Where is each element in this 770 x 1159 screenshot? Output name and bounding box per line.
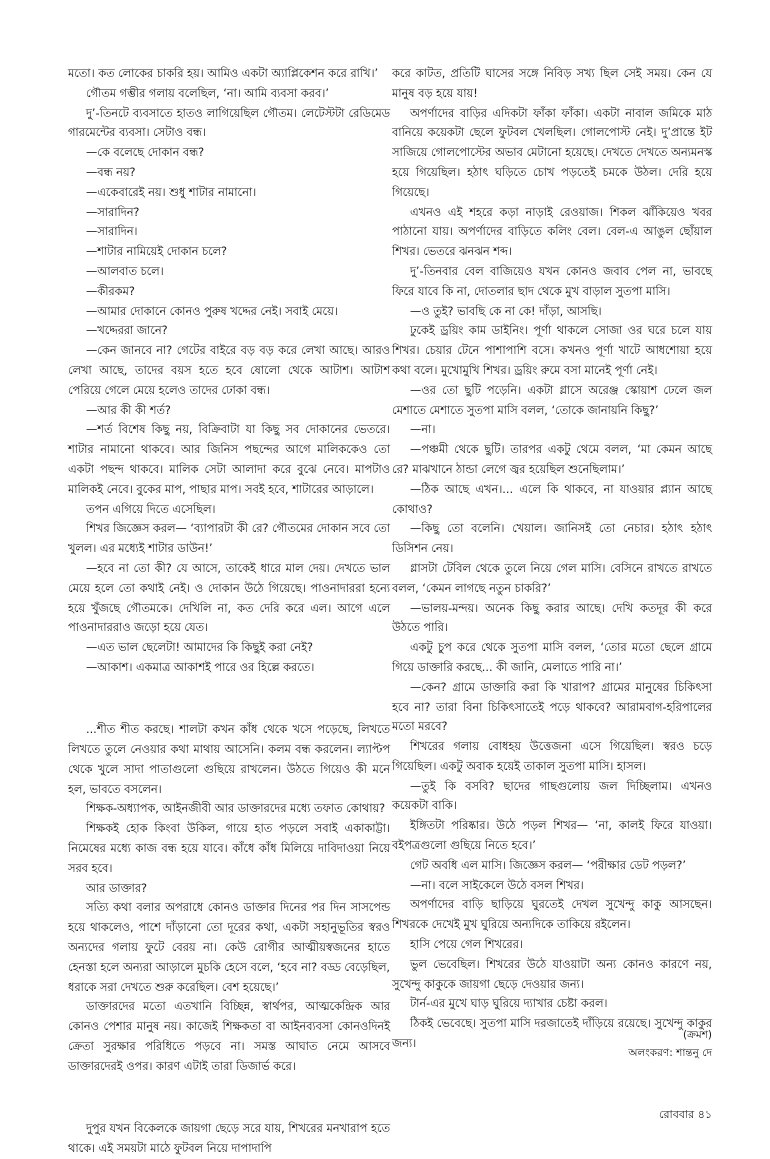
paragraph: গৌতম গম্ভীর গলায় বলেছিল, ‘না। আমি ব্যবসা করব।’	[86, 86, 329, 100]
credits-block	[560, 1026, 712, 1062]
paragraph: অপর্ণাদের বাড়ির এদিকটা ফাঁকা ফাঁকা। একটা নাবাল জমিকে মাঠ বানিয়ে কয়েকটা ছেলে ফুটবল খেলছিল। গোলপোস্ট নেই। দু’প্রান্তে ইট সাজিয়ে গোলপোস্টের অভাব মেটানো হয়েছে। দেখতে দেখতে অন্যমনস্ক হয়ে গিয়েছিল। হঠাৎ ঘড়িতে চোখ পড়তেই চমকে উঠল। দেরি হয়ে গিয়েছে।	[392, 106, 712, 199]
paragraph: করে কাটত, প্রতিটি ঘাসের সঙ্গে নিবিড় সখ্য ছিল সেই সময়। কেন যে মানুষ বড় হয়ে যায়!	[392, 67, 712, 100]
paragraph: শিখরের গলায় বোধহয় উত্তেজনা এসে গিয়েছিল। স্বরও চড়ে গিয়েছিল। একটু অবাক হয়েই তাকাল সুতপা মাসি। হাসল।	[392, 740, 712, 773]
paragraph: দুপুর যখন বিকেলকে জায়গা ছেড়ে সরে যায়, শিখরের মনখারাপ হতে থাকে। এই সময়টা মাঠে ফুটবল নিয়ে দাপাদাপি	[68, 1122, 390, 1156]
paragraph: দু’-তিনবার বেল বাজিয়েও যখন কোনও জবাব পেল না, ভাবছে ফিরে যাবে কি না, দোতলার ছাদ থেকে মুখ বাড়াল সুতপা মাসি।	[392, 264, 712, 298]
section-break	[68, 689, 390, 709]
paragraph: ঢুকেই ড্রয়িং কাম ডাইনিং। পূর্ণা থাকলে সোজা ওর ঘরে চলে যায় শিখর। চেয়ার টেনে পাশাপাশি বসে। কখনও পূর্ণা খাটে আধশোয়া হয়ে কথা বলে। মুখোমুখি শিখর। ড্রয়িং রুমে বসা মানেই পূর্ণা নেই।	[392, 324, 712, 377]
paragraph: —ওর তো ছুটি পড়েনি। একটা গ্লাসে অরেঞ্জ স্কোয়াশ ঢেলে জল মেশাতে মেশাতে সুতপা মাসি বলল, ‘তোকে জানায়নি কিছু?’	[392, 383, 712, 417]
paragraph: —কে বলেছে দোকান বন্ধ?	[86, 146, 205, 160]
page-folio: রোববার ৪১	[659, 1108, 712, 1121]
paragraph: —ভালয়-মন্দয়। অনেক কিছু করার আছে। দেখি কতদূর কী করে উঠতে পারি।	[392, 601, 712, 635]
paragraph: তপন এগিয়ে দিতে এসেছিল।	[86, 502, 216, 516]
continued-note: (ক্রমশ)	[682, 1029, 712, 1041]
paragraph: —ও তুই? ভাবছি কে না কে! দাঁড়া, আসছি।	[410, 304, 602, 318]
paragraph: —এত ভাল ছেলেটা! আমাদের কি কিছুই করা নেই?	[86, 641, 313, 655]
paragraph: শিক্ষকই হোক কিংবা উকিল, গায়ে হাত পড়লে সবাই একাকাট্টা। নিমেষের মধ্যে কাজ বন্ধ হয়ে যাবে। কাঁধে কাঁধ মিলিয়ে দাবিদাওয়া নিয়ে সরব হবে।	[68, 822, 390, 875]
paragraph: —খদ্দেররা জানে?	[86, 324, 168, 338]
paragraph: আর ডাক্তার?	[86, 881, 148, 895]
paragraph: দু’-তিনটে ব্যবসাতে হাতও লাগিয়েছিল গৌতম। লেটেস্টটা রেডিমেড গারমেন্টের ব্যবসা। সেটাও বন্ধ।	[68, 106, 390, 140]
left-column	[68, 64, 390, 1159]
paragraph: —শাটার নামিয়েই দোকান চলে?	[86, 245, 228, 259]
paragraph: —কিছু তো বলেনি। খেয়াল। জানিসই তো নেচার। হঠাৎ হঠাৎ ডিসিশন নেয়।	[392, 522, 712, 556]
paragraph: মতো। কত লোকের চাকরি হয়। আমিও একটা অ্যাপ্লিকেশন করে রাখি।’	[68, 67, 379, 80]
paragraph: —আর কী কী শর্ত?	[86, 403, 171, 417]
paragraph: —সারাদিন।	[86, 225, 138, 239]
paragraph: —শর্ত বিশেষ কিছু নয়, বিক্রিবাটা যা কিছু সব দোকানের ভেতরে। শাটার নামানো থাকবে। আর জিনিস পছন্দের আগে মালিককেও তো একটা পছন্দ থাকবে। মালিক সেটা আলাদা করে বুঝে নেবে। মাপটাও মালিকই নেবে। বুকের মাপ, পাছার মাপ। সবই হবে, শাটারের আড়ালে।	[68, 423, 390, 496]
paragraph: —কীরকম?	[86, 284, 135, 298]
paragraph: গেট অবধি এল মাসি। জিজ্ঞেস করল— ‘পরীক্ষার ডেট পড়ল?’	[410, 858, 686, 872]
paragraph: —সারাদিন?	[86, 205, 140, 219]
paragraph: —আলবাত চলে।	[86, 264, 164, 278]
paragraph: ভুল ভেবেছিল। শিখরের উঠে যাওয়াটা অন্য কোনও কারণে নয়, সুখেন্দু কাকুকে জায়গা ছেড়ে দেওয়ার জন্য।	[392, 957, 712, 991]
paragraph: টার্ন-এর মুখে ঘাড় ঘুরিয়ে দ্যাখার চেষ্টা করল।	[410, 997, 608, 1011]
paragraph: হাসি পেয়ে গেল শিখরের।	[410, 938, 523, 952]
paragraph: ডাক্তারদের মতো এতখানি বিচ্ছিন্ন, স্বার্থপর, আত্মকেন্দ্রিক আর কোনও পেশার মানুষ নয়। কাজেই শিক্ষকতা বা আইনব্যবসা কোনওদিনই ক্রেতা সুরক্ষার পরিধিতে পড়বে না। সমস্ত আঘাত নেমে আসবে ডাক্তারদেরই ওপর। কারণ এটাই তারা ডিজার্ভ করে।	[68, 1000, 390, 1073]
right-column	[392, 64, 712, 1054]
paragraph: —কেন? গ্রামে ডাক্তারি করা কি খারাপ? গ্রামের মানুষের চিকিৎসা হবে না? তারা বিনা চিকিৎসাতেই পড়ে থাকবে? আরামবাগ-হরিপালের মতো মরবে?	[392, 680, 712, 734]
paragraph: সত্যি কথা বলার অপরাধে কোনও ডাক্তার দিনের পর দিন সাসপেন্ড হয়ে থাকলেও, পাশে দাঁড়ানো তো দূরের কথা, একটা সহানুভূতির স্বরও অন্যদের গলায় ফুটে বেরয় না। কেউ রোগীর আত্মীয়স্বজনের হাতে হেনস্তা হলে অন্যরা আড়ালে মুচকি হেসে বলে, ‘হবে না? বড্ড বেড়েছিল, ধরাকে সরা দেখতে শুরু করেছিল। বেশ হয়েছে।’	[68, 901, 390, 994]
paragraph: —ঠিক আছে এখন।... এলে কি থাকবে, না যাওয়ার প্ল্যান আছে কোথাও?	[392, 482, 712, 516]
paragraph: ...শীত শীত করছে। শালটা কখন কাঁধ থেকে খসে পড়েছে, লিখতে লিখতে তুলে নেওয়ার কথা মাথায় আসেনি। কলম বন্ধ করলেন। ল্যাপ্টপ থেকে খুলে সাদা পাতাগুলো গুছিয়ে রাখলেন। উঠতে গিয়েও কী মনে হল, ভাবতে বসলেন।	[68, 723, 390, 796]
paragraph: গ্লাসটা টেবিল থেকে তুলে নিয়ে গেল মাসি। বেসিনে রাখতে রাখতে বলল, ‘কেমন লাগছে নতুন চাকরি?’	[392, 561, 712, 595]
section-break	[68, 1088, 390, 1108]
paragraph: —একেবারেই নয়। শুধু শাটার নামানো।	[86, 185, 257, 199]
paragraph: —না।	[410, 423, 436, 437]
paragraph: —বন্ধ নয়?	[86, 165, 136, 179]
paragraph: —হবে না তো কী? যে আসে, তাকেই ধারে মাল দেয়। দেখতে ভাল মেয়ে হলে তো কথাই নেই। ও দোকান উঠে গিয়েছে। পাওনাদাররা হন্যে হয়ে খুঁজছে গৌতমকে। দেখিলি না, কত দেরি করে এল। আগে এলে পাওনাদাররাও জড়ো হয়ে যেত।	[68, 561, 390, 635]
paragraph: শিখর জিজ্ঞেস করল— ‘ব্যাপারটা কী রে? গৌতমের দোকান সবে তো খুলল। এর মধ্যেই শাটার ডাউন!’	[68, 522, 390, 556]
paragraph: —কেন জানবে না? গেটের বাইরে বড় বড় করে লেখা আছে। আরও লেখা আছে, তাদের বয়স হতে হবে ষোলো থেকে আটাশ। আটাশ পেরিয়ে গেলে মেয়ে হলেও তাদের ঢোকা বন্ধ।	[68, 344, 390, 397]
paragraph: শিক্ষক-অধ্যাপক, আইনজীবী আর ডাক্তারদের মধ্যে তফাত কোথায়?	[86, 802, 386, 816]
paragraph: অপর্ণাদের বাড়ি ছাড়িয়ে ঘুরতেই দেখল সুখেন্দু কাকু আসছেন। শিখরকে দেখেই মুখ ঘুরিয়ে অন্যদিকে তাকিয়ে রইলেন।	[392, 898, 712, 932]
paragraph: —তুই কি বসবি? ছাদের গাছগুলোয় জল দিচ্ছিলাম। এখনও কয়েকটা বাকি।	[392, 779, 712, 813]
paragraph: —না। বলে সাইকেলে উঠে বসল শিখর।	[410, 878, 584, 892]
paragraph: ঠিকই ভেবেছে। সুতপা মাসি দরজাতেই দাঁড়িয়ে রয়েছে। সুখেন্দু কাকুর জন্য।	[392, 1017, 712, 1051]
paragraph: এখনও এই শহরে কড়া নাড়াই রেওয়াজ। শিকল ঝাঁকিয়েও খবর পাঠানো যায়। অপর্ণাদের বাড়িতে কলিং বেল। বেল-এ আঙুল ছোঁয়াল শিখর। ভেতরে ঝনঝন শব্দ।	[392, 205, 712, 259]
illustration-credit: অলংকরণ: শান্তনু দে	[628, 1047, 712, 1059]
paragraph: একটু চুপ করে থেকে সুতপা মাসি বলল, ‘তোর মতো ছেলে গ্রামে গিয়ে ডাক্তারি করছে... কী জানি, মেলাতে পারি না।’	[392, 641, 712, 674]
paragraph: —আকাশ। একমাত্র আকাশই পারে ওর হিল্লে করতে।	[86, 660, 315, 674]
paragraph: —পঞ্চমী থেকে ছুটি। তারপর একটু থেমে বলল, ‘মা কেমন আছে রে? মাঝখানে ঠান্ডা লেগে জ্বর হয়েছিল শুনেছিলাম।’	[392, 443, 712, 476]
paragraph: —আমার দোকানে কোনও পুরুষ খদ্দের নেই। সবাই মেয়ে।	[86, 304, 338, 318]
paragraph: ইঙ্গিতটা পরিষ্কার। উঠে পড়ল শিখর— ‘না, কালই ফিরে যাওয়া। বইপত্রগুলো গুছিয়ে নিতে হবে।’	[392, 819, 712, 853]
